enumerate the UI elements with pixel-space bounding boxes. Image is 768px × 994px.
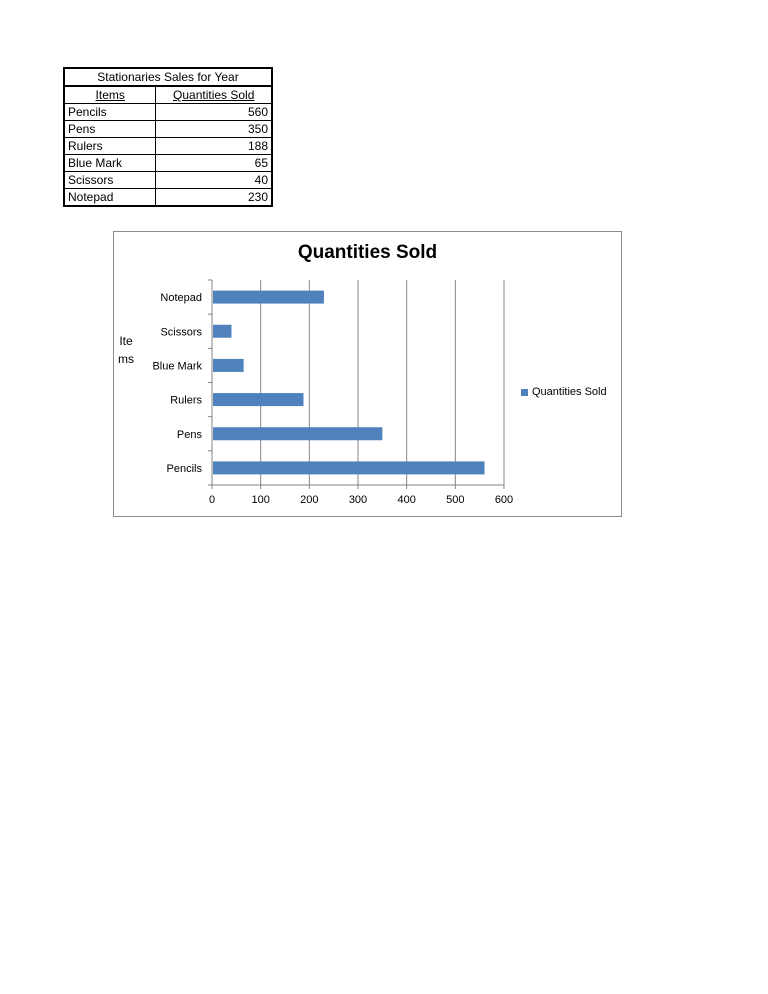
bar-chart-plot xyxy=(114,232,621,516)
bar xyxy=(213,427,382,440)
table-row xyxy=(64,155,272,172)
legend xyxy=(521,386,607,398)
x-tick-label: 300 xyxy=(348,494,368,506)
legend-label: Quantities Sold xyxy=(532,386,607,398)
y-tick-label: Rulers xyxy=(170,394,202,407)
sales-table xyxy=(63,67,273,207)
row-item: Pencils xyxy=(64,104,156,121)
y-tick-label: Pens xyxy=(176,428,202,441)
x-tick-label: 500 xyxy=(446,494,465,506)
row-qty: 350 xyxy=(156,121,272,138)
bar xyxy=(213,291,324,304)
row-item: Scissors xyxy=(64,172,156,189)
table-row xyxy=(64,121,272,138)
row-qty: 65 xyxy=(156,155,272,172)
table-row xyxy=(64,138,272,155)
row-item: Pens xyxy=(64,121,156,138)
row-qty: 188 xyxy=(156,138,272,155)
table-title-row xyxy=(64,68,272,86)
y-tick-label: Pencils xyxy=(166,462,202,475)
bar xyxy=(213,325,231,338)
row-item: Blue Mark xyxy=(64,155,156,172)
x-tick-label: 100 xyxy=(251,494,270,506)
row-qty: 230 xyxy=(156,189,272,207)
bar xyxy=(213,393,303,406)
y-tick-label: Notepad xyxy=(160,292,202,305)
header-items: Items xyxy=(64,86,156,104)
table-row xyxy=(64,172,272,189)
row-qty: 560 xyxy=(156,104,272,121)
y-tick-label: Scissors xyxy=(160,326,202,339)
bar xyxy=(213,461,485,474)
chart-area xyxy=(113,231,622,517)
bar xyxy=(213,359,244,372)
chart-title: Quantities Sold xyxy=(297,242,438,263)
x-tick-label: 600 xyxy=(494,494,514,506)
table-row xyxy=(64,189,272,207)
table-row xyxy=(64,104,272,121)
row-item: Rulers xyxy=(64,138,156,155)
row-item: Notepad xyxy=(64,189,156,207)
legend-swatch xyxy=(521,389,528,396)
row-qty: 40 xyxy=(156,172,272,189)
x-tick-label: 0 xyxy=(208,494,216,506)
x-tick-label: 200 xyxy=(300,494,319,506)
table-title: Stationaries Sales for Year xyxy=(64,68,272,86)
y-axis-title: Items xyxy=(118,334,134,366)
table-header-row xyxy=(64,86,272,104)
x-tick-label: 400 xyxy=(397,494,416,506)
header-quantities-sold: Quantities Sold xyxy=(156,86,272,104)
y-tick-label: Blue Mark xyxy=(152,360,202,373)
